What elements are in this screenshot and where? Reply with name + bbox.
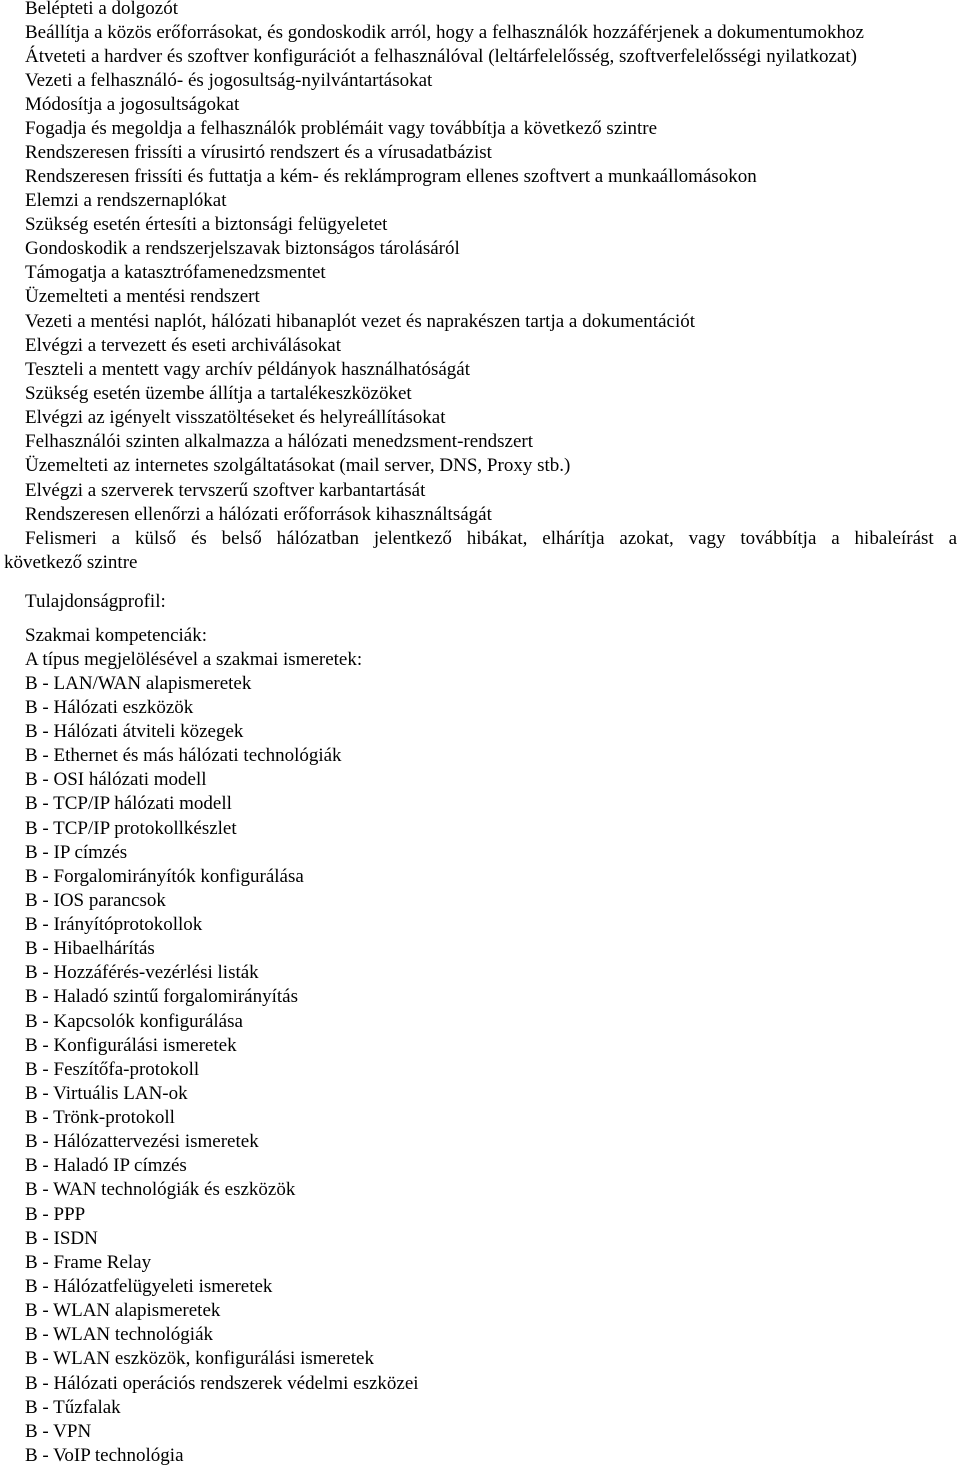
duty-line: Fogadja és megoldja a felhasználók problémáit vagy továbbítja a következő szintre <box>25 118 658 139</box>
competency-item: B - LAN/WAN alapismeretek <box>25 673 252 694</box>
duty-line: Elvégzi az igényelt visszatöltéseket és helyreállításokat <box>25 407 446 428</box>
competency-item: B - ISDN <box>25 1228 98 1249</box>
competency-item: B - Konfigurálási ismeretek <box>25 1035 237 1056</box>
competency-item: B - Frame Relay <box>25 1252 152 1273</box>
competency-item: B - OSI hálózati modell <box>25 769 207 790</box>
competency-item: B - Tűzfalak <box>25 1397 121 1418</box>
duty-line: Belépteti a dolgozót <box>25 0 179 19</box>
competency-item: B - Virtuális LAN-ok <box>25 1083 188 1104</box>
competency-item: B - Hálózatfelügyeleti ismeretek <box>25 1276 273 1297</box>
competency-item: B - Kapcsolók konfigurálása <box>25 1011 243 1032</box>
competency-item: B - IP címzés <box>25 842 128 863</box>
competency-item: B - Forgalomirányítók konfigurálása <box>25 866 304 887</box>
duty-line: Támogatja a katasztrófamenedzsmentet <box>25 262 326 283</box>
competency-item: B - Haladó szintű forgalomirányítás <box>25 986 298 1007</box>
competency-item: B - TCP/IP protokollkészlet <box>25 818 237 839</box>
competency-item: B - Ethernet és más hálózati technológiák <box>25 745 342 766</box>
competency-item: B - Hálózati operációs rendszerek védelmi eszközei <box>25 1373 419 1394</box>
duty-line: Átveteti a hardver és szoftver konfigurációt a felhasználóval (leltárfelelősség, szoftverfelelősségi nyilatkozat) <box>25 46 857 67</box>
competency-item: B - Irányítóprotokollok <box>25 914 203 935</box>
competency-item: B - Hálózati átviteli közegek <box>25 721 244 742</box>
duty-line: Rendszeresen frissíti a vírusirtó rendszert és a vírusadatbázist <box>25 142 492 163</box>
duty-line: Felhasználói szinten alkalmazza a hálózati menedzsment-rendszert <box>25 431 534 452</box>
competency-item: B - Hibaelhárítás <box>25 938 155 959</box>
duty-line: Rendszeresen frissíti és futtatja a kém- és reklámprogram ellenes szoftvert a munkaállomásokon <box>25 166 757 187</box>
duty-line: Szükség esetén értesíti a biztonsági felügyeletet <box>25 214 388 235</box>
competency-item: B - TCP/IP hálózati modell <box>25 793 232 814</box>
competency-item: B - WAN technológiák és eszközök <box>25 1179 296 1200</box>
duty-line: Teszteli a mentett vagy archív példányok használhatóságát <box>25 359 470 380</box>
competency-item: B - IOS parancsok <box>25 890 166 911</box>
competency-item: B - Haladó IP címzés <box>25 1155 187 1176</box>
competencies-intro: A típus megjelölésével a szakmai ismeretek: <box>25 649 363 670</box>
competency-item: B - Hálózati eszközök <box>25 697 194 718</box>
duty-line-wrapped: Felismeri a külső és belső hálózatban jelentkező hibákat, elhárítja azokat, vagy továbbítja a hibaleírást a <box>25 528 957 549</box>
competency-item: B - WLAN technológiák <box>25 1324 214 1345</box>
competencies-heading: Szakmai kompetenciák: <box>25 625 208 646</box>
duty-line: Elvégzi a tervezett és eseti archiválásokat <box>25 335 341 356</box>
duty-line: Üzemelteti a mentési rendszert <box>25 286 260 307</box>
duty-line: Vezeti a mentési naplót, hálózati hibanaplót vezet és naprakészen tartja a dokumentációt <box>25 311 696 332</box>
duty-line: Elvégzi a szerverek tervszerű szoftver karbantartását <box>25 480 426 501</box>
competency-item: B - Hálózattervezési ismeretek <box>25 1131 259 1152</box>
duty-line: Rendszeresen ellenőrzi a hálózati erőforrások kihasználtságát <box>25 504 492 525</box>
duty-line: Üzemelteti az internetes szolgáltatásokat (mail server, DNS, Proxy stb.) <box>25 455 571 476</box>
competency-item: B - VPN <box>25 1421 92 1442</box>
profile-heading: Tulajdonságprofil: <box>25 591 166 612</box>
competency-item: B - Hozzáférés-vezérlési listák <box>25 962 259 983</box>
duty-line: Vezeti a felhasználó- és jogosultság-nyilvántartásokat <box>25 70 433 91</box>
duty-line: Beállítja a közös erőforrásokat, és gondoskodik arról, hogy a felhasználók hozzáférjenek a dokumentumokhoz <box>25 22 864 43</box>
duty-line: Elemzi a rendszernaplókat <box>25 190 227 211</box>
competency-item: B - PPP <box>25 1204 86 1225</box>
competency-item: B - VoIP technológia <box>25 1445 184 1466</box>
competency-item: B - WLAN alapismeretek <box>25 1300 221 1321</box>
competency-item: B - Trönk-protokoll <box>25 1107 175 1128</box>
competency-item: B - Feszítőfa-protokoll <box>25 1059 200 1080</box>
duty-line: Gondoskodik a rendszerjelszavak biztonságos tárolásáról <box>25 238 460 259</box>
duty-line: Módosítja a jogosultságokat <box>25 94 240 115</box>
competency-item: B - WLAN eszközök, konfigurálási ismeretek <box>25 1348 374 1369</box>
duty-line-continuation: következő szintre <box>4 552 138 573</box>
duty-line: Szükség esetén üzembe állítja a tartalékeszközöket <box>25 383 412 404</box>
